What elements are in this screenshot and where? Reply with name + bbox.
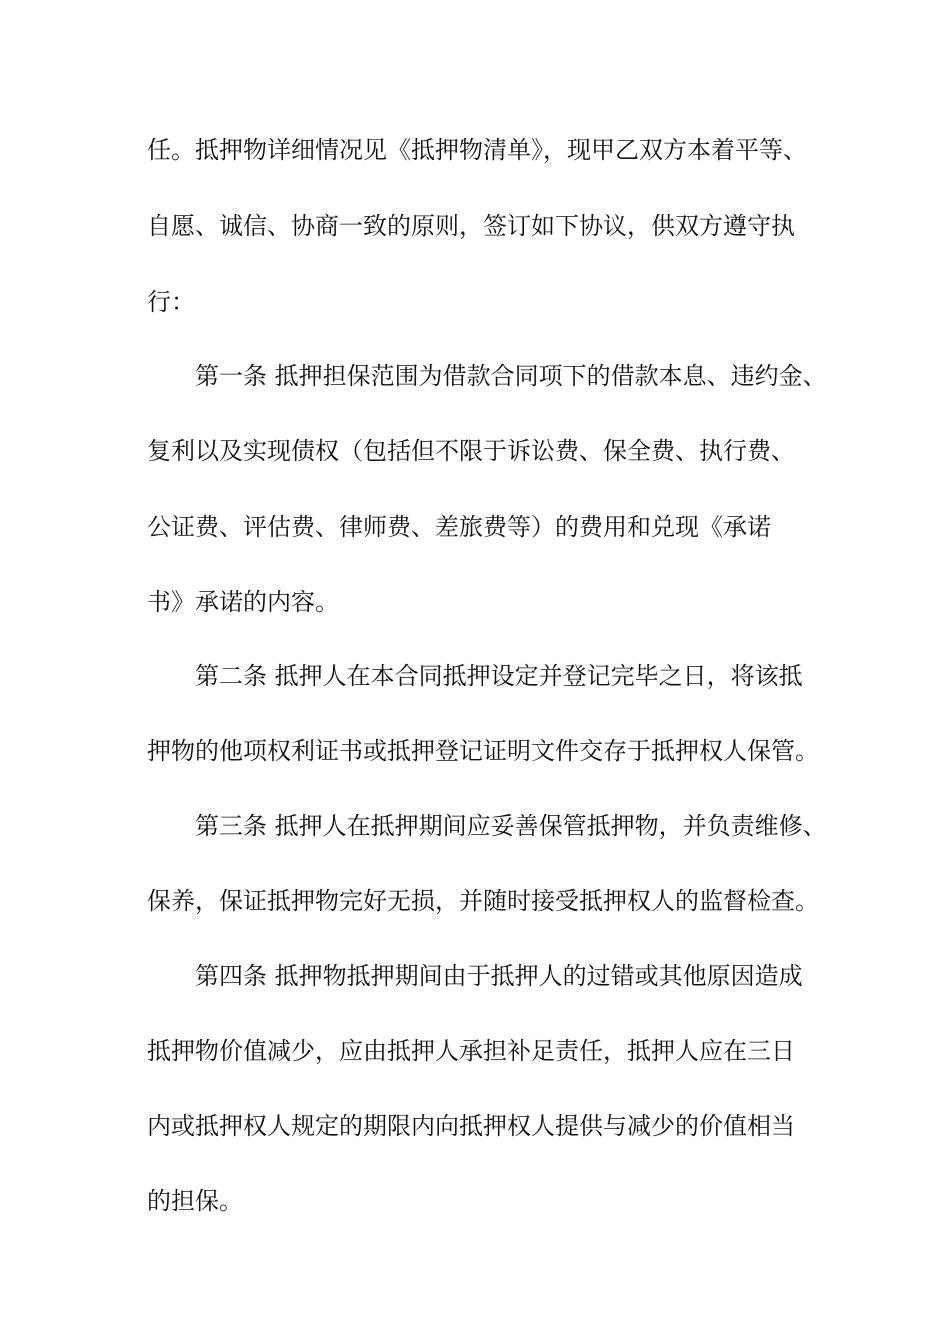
text-line: 书》承诺的内容。: [147, 588, 339, 616]
text-line: 押物的他项权利证书或抵押登记证明文件交存于抵押权人保管。: [147, 737, 819, 765]
article-2-line: 第二条 抵押人在本合同抵押设定并登记完毕之日，将该抵: [195, 662, 803, 690]
article-3-line: 第三条 抵押人在抵押期间应妥善保管抵押物，并负责维修、: [195, 812, 827, 840]
article-4-line: 第四条 抵押物抵押期间由于抵押人的过错或其他原因造成: [195, 962, 803, 990]
text-line: 抵押物价值减少，应由抵押人承担补足责任，抵押人应在三日: [147, 1037, 795, 1065]
text-line: 任。抵押物详细情况见《抵押物清单》，现甲乙双方本着平等、: [147, 136, 807, 164]
text-line: 自愿、诚信、协商一致的原则，签订如下协议，供双方遵守执: [147, 212, 795, 240]
text-line: 公证费、评估费、律师费、差旅费等）的费用和兑现《承诺: [147, 513, 771, 541]
text-line: 内或抵押权人规定的期限内向抵押权人提供与减少的价值相当: [147, 1112, 795, 1140]
text-line: 复利以及实现债权（包括但不限于诉讼费、保全费、执行费、: [147, 437, 795, 465]
text-line: 的担保。: [147, 1187, 243, 1215]
text-line: 行：: [147, 288, 195, 316]
article-1-line: 第一条 抵押担保范围为借款合同项下的借款本息、违约金、: [195, 362, 827, 390]
text-line: 保养，保证抵押物完好无损，并随时接受抵押权人的监督检查。: [147, 887, 819, 915]
